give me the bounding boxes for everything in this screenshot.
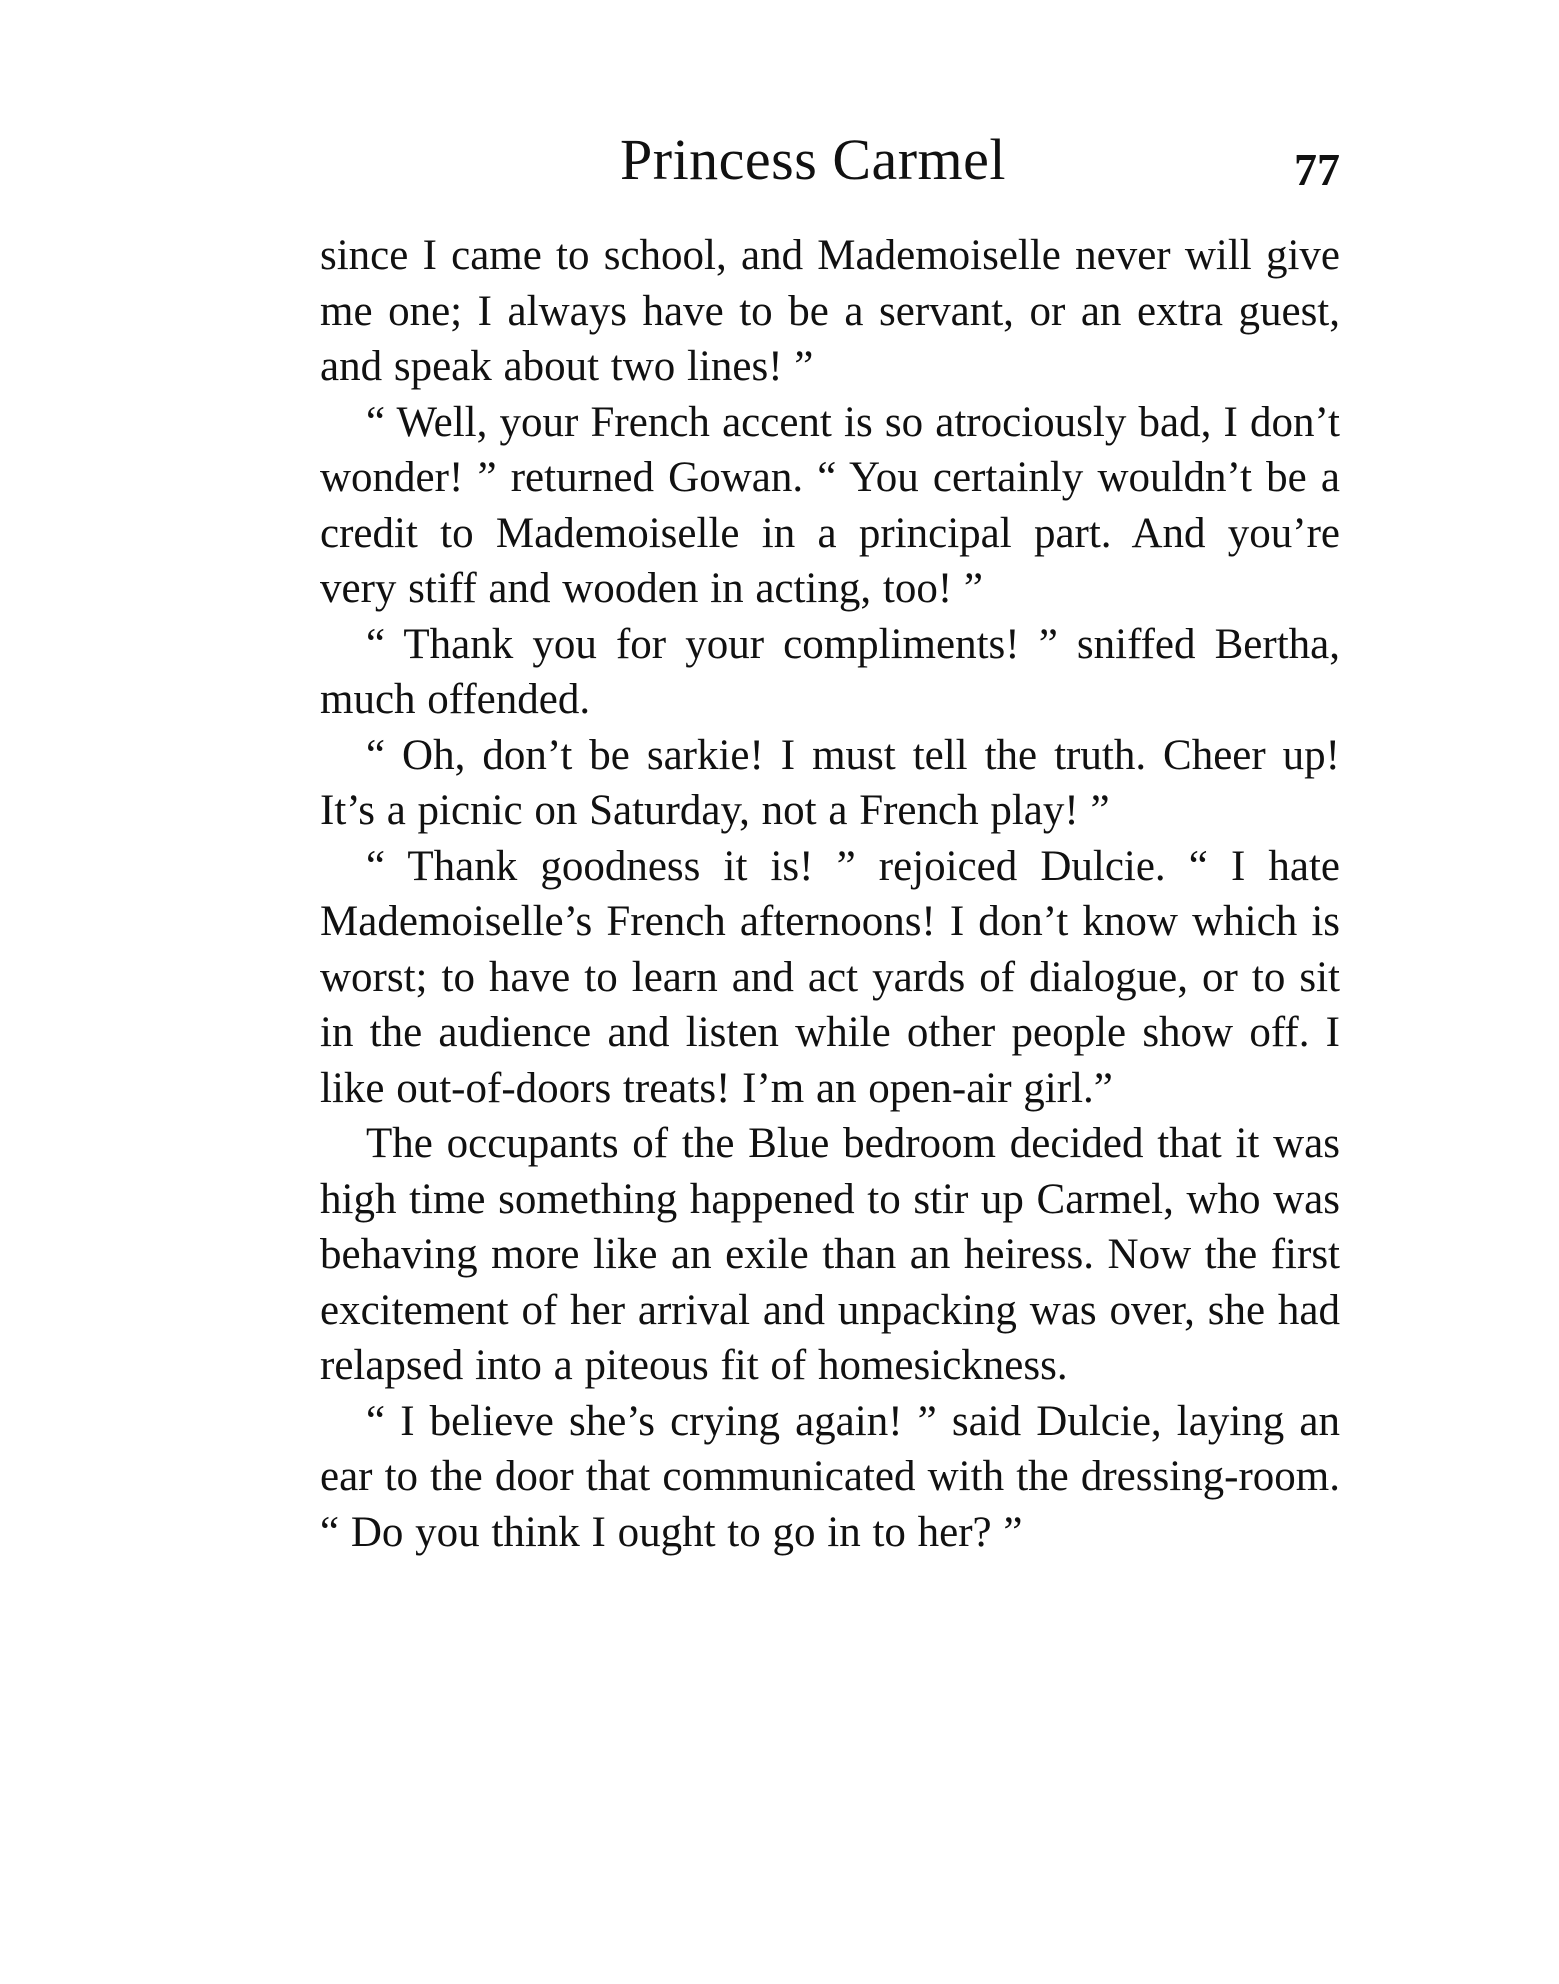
paragraph-cheer-up: “ Oh, don’t be sarkie! I must tell the truth. Cheer up! It’s a picnic on Saturday, not a French play! ” bbox=[320, 731, 1340, 834]
paragraph-continued: since I came to school, and Mademoiselle never will give me one; I always have to be a servant, or an extra guest, and speak about two lines! ” bbox=[320, 232, 1340, 390]
paragraph-gowan-reply: “ Well, your French accent is so atrociously bad, I don’t wonder! ” returned Gowan. “ You certainly wouldn’t be a credit to Mademoiselle in a principal part. And you’re very stiff and wooden in acting, too! ” bbox=[320, 398, 1340, 612]
paragraph-bertha-reply: “ Thank you for your compliments! ” sniffed Bertha, much offended. bbox=[320, 620, 1340, 723]
book-title: Princess Carmel bbox=[620, 127, 1007, 192]
running-head bbox=[320, 120, 1340, 200]
paragraph-crying-again: “ I believe she’s crying again! ” said Dulcie, laying an ear to the door that communicated with the dressing-room. “ Do you think I ought to go in to her? ” bbox=[320, 1397, 1340, 1556]
paragraph-dulcie-rejoiced: “ Thank goodness it is! ” rejoiced Dulcie. “ I hate Mademoiselle’s French afternoons! I don’t know which is worst; to have to learn and act yards of dialogue, or to sit in the audience and listen while other people show off. I like out-of-doors treats! I’m an open-air girl.” bbox=[320, 842, 1340, 1112]
body-text bbox=[320, 228, 1340, 1560]
paragraph-blue-bedroom: The occupants of the Blue bedroom decided that it was high time something happened to stir up Carmel, who was behaving more like an exile than an heiress. Now the first excitement of her arrival and unpacking was over, she had relapsed into a piteous fit of homesickness. bbox=[320, 1120, 1340, 1389]
page-number: 77 bbox=[1294, 144, 1340, 195]
